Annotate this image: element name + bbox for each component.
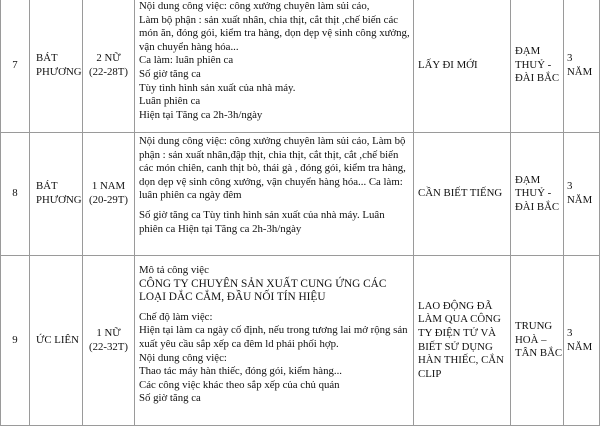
table-row — [1, 256, 600, 426]
quantity: 1 NAM — [91, 180, 126, 193]
description-line: Các công việc khác theo sắp xếp của chủ quản — [139, 378, 340, 391]
description-line: Ca làm: luân phiên ca — [139, 54, 234, 67]
requirement: CẦN BIẾT TIẾNG — [414, 133, 511, 256]
row-number: 9 — [1, 256, 30, 426]
quantity-cell — [83, 133, 135, 256]
description-line: Nội dung công việc: công xưởng chuyên làm sủi cảo, Làm bộ phận : sản xuất nhân,đập thịt, chia thịt, cắt thịt, cắt ,chế biến các món chiên, canh thịt bò, thái gà , đóng gói, kiểm tra hàng, dọn dẹp vệ sinh công xưởng, vận chuyển hàng hóa... Ca làm: luân phiên ca ngày đêm — [139, 135, 406, 202]
description-line: Số giờ tăng ca Tùy tình hình sản xuất của nhà máy. Luân phiên ca Hiện tại Tăng ca 2h-3h/ngày — [139, 208, 385, 235]
description-line: Tùy tình hình sản xuất của nhà máy. — [139, 81, 296, 94]
description-line: Mô tả công việc — [139, 264, 209, 276]
age-range: (20-29T) — [89, 194, 128, 206]
description-line: Số giờ tăng ca — [139, 392, 201, 405]
company-name: BÁT PHƯƠNG — [30, 133, 83, 256]
quantity-cell — [83, 0, 135, 133]
job-description — [135, 0, 414, 133]
table-row — [1, 133, 600, 256]
row-number: 7 — [1, 0, 30, 133]
description-line: Nội dung công việc: — [139, 351, 227, 364]
description-line: Chế độ làm việc: — [139, 310, 213, 323]
location: TRUNG HOÀ – TÂN BẮC — [511, 256, 564, 426]
table-row — [1, 0, 600, 133]
description-line: Nội dung công việc: công xưởng chuyên làm sủi cảo, — [139, 0, 370, 12]
job-description — [135, 133, 414, 256]
description-line: Thao tác máy hàn thiếc, đóng gói, kiểm hàng... — [139, 365, 342, 378]
company-name: ỨC LIÊN — [30, 256, 83, 426]
location: ĐẠM THUỶ - ĐÀI BẮC — [511, 0, 564, 133]
contract-duration: 3 NĂM — [564, 256, 600, 426]
job-description — [135, 256, 414, 426]
quantity: 2 NỮ — [96, 51, 121, 64]
company-name: BÁT PHƯƠNG — [30, 0, 83, 133]
age-range: (22-32T) — [89, 340, 128, 353]
requirement: LAO ĐỘNG ĐÃ LÀM QUA CÔNG TY ĐIỆN TỬ VÀ BIẾT SỬ DỤNG HÀN THIẾC, CẮN CLIP — [414, 256, 511, 426]
description-heading: CÔNG TY CHUYÊN SẢN XUẤT CUNG ỨNG CÁC LOẠI DẮC CẮM, ĐẦU NỐI TÍN HIỆU — [139, 277, 387, 304]
description-line: Số giờ tăng ca — [139, 67, 201, 80]
description-line: Hiện tại làm ca ngày cố định, nếu trong tương lai mở rộng sản xuất yêu cầu sắp xếp ca đêm ld phải phối hợp. — [139, 324, 408, 350]
row-number: 8 — [1, 133, 30, 256]
description-line: Làm bộ phận : sản xuất nhân, chia thịt, cắt thịt ,chế biến các món ăn, đóng gói, kiểm tra hàng, dọn dẹp vệ sinh công xưởng, vận chuyển hàng hóa... — [139, 13, 410, 53]
quantity: 1 NỮ — [96, 326, 121, 339]
quantity-cell — [83, 256, 135, 426]
description-line: Luân phiên ca — [139, 95, 201, 108]
requirement: LẤY ĐI MỚI — [414, 0, 511, 133]
contract-duration: 3 NĂM — [564, 133, 600, 256]
description-line: Hiện tại Tăng ca 2h-3h/ngày — [139, 108, 263, 121]
contract-duration: 3 NĂM — [564, 0, 600, 133]
location: ĐẠM THUỶ - ĐÀI BẮC — [511, 133, 564, 256]
age-range: (22-28T) — [89, 65, 128, 78]
